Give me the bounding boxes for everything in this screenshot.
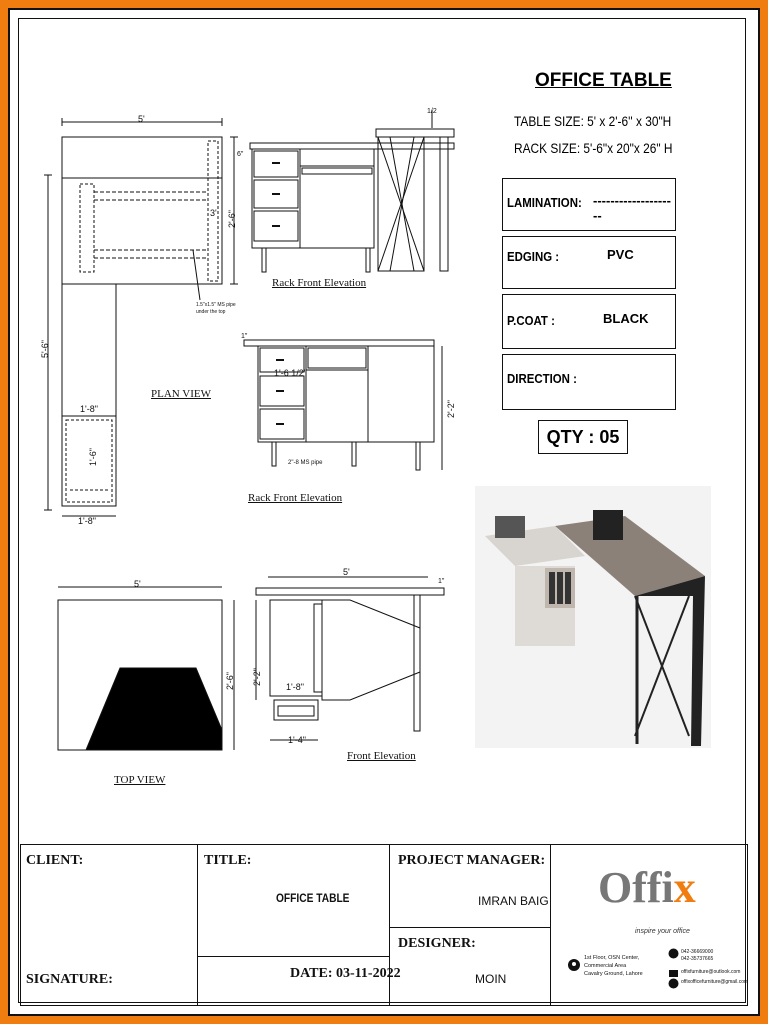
pipe-note-2: under the top [196,309,226,315]
pm-value: IMRAN BAIG [478,894,549,908]
dim-front-drawer: 1'-8" [286,682,304,692]
edging-value: PVC [607,247,634,262]
address-line-2: Commercial Area [584,963,627,969]
phone-2: 042-35737665 [681,956,714,962]
designer-value: MOIN [475,972,507,986]
dim-rack2-pipe: 2"-8 MS pipe [288,460,323,466]
dim-rack1-drawer: 6" [237,151,244,158]
dim-rack2-height: 2'-2" [446,400,456,418]
dim-top-depth: 2'-6" [225,672,235,690]
lamination-label: LAMINATION: [507,195,582,210]
quantity-box: QTY : 05 [538,420,628,454]
web-icon [668,978,679,989]
plan-view-drawing [44,118,238,516]
email-1: offixfurniture@outlook.com [681,969,741,975]
address-line-3: Cavalry Ground, Lahore [584,971,643,977]
rack-front-elevation-1-label: Rack Front Elevation [272,277,367,289]
rack-size: RACK SIZE: 5'-6"x 20"x 26" H [514,140,673,156]
client-label: CLIENT: [26,853,84,868]
lamination-value: -------------------- [593,193,671,223]
rack-front-elevation-2-label: Rack Front Elevation [248,492,343,504]
plan-view-label: PLAN VIEW [151,388,211,400]
dim-front-width: 5' [343,567,350,577]
dim-top-width: 5' [134,579,141,589]
dim-front-height: 2'-2" [252,668,262,686]
top-view-drawing [58,587,234,750]
direction-box [502,354,676,410]
location-icon [567,958,581,972]
top-view-label: TOP VIEW [114,774,166,786]
designer-label: DESIGNER: [398,936,476,951]
pcoat-box [502,294,676,349]
dim-rack1-top: 1/2 [427,108,437,115]
pm-label: PROJECT MANAGER: [398,853,546,868]
logo-accent: x [673,863,696,912]
dim-rack2-top: 1" [241,333,248,340]
company-tagline: inspire your office [635,928,690,935]
dim-plan-bottom: 1'-8" [78,516,96,526]
signature-label: SIGNATURE: [26,972,113,987]
phone-1: 042-36669000 [681,949,714,955]
phone-icon [668,948,679,959]
address-line-1: 1st Floor, OSN Center, [584,955,640,961]
dim-plan-inner: 3' [210,208,217,218]
dim-plan-depth: 2'-6" [227,210,237,228]
dim-front-top: 1" [438,578,445,585]
title-label: TITLE: [204,853,252,868]
table-size: TABLE SIZE: 5' x 2'-6'' x 30"H [514,113,672,129]
direction-label: DIRECTION : [507,371,577,386]
spec-title: OFFICE TABLE [535,70,672,91]
rack-front-elevation-1-drawing [250,110,454,272]
dim-plan-length: 5'-6" [40,340,50,358]
pcoat-value: BLACK [603,311,649,326]
dim-front-base: 1'-4" [288,735,306,745]
email-2: offixofficefurniture@gmail.com [681,979,749,985]
company-logo [598,862,696,913]
company-address [584,954,643,978]
edging-label: EDGING : [507,249,560,264]
edging-box [502,236,676,289]
dim-rack2-drawer: 1'-6 1/2" [274,368,307,378]
title-value: OFFICE TABLE [276,891,350,905]
dim-plan-leg-height: 1'-6" [88,448,98,466]
date-text: DATE: 03-11-2022 [290,966,401,981]
pipe-note-1: 1.5"x1.5" MS pipe [196,302,236,308]
lamination-box [502,178,676,231]
product-render [475,486,711,748]
front-elevation-drawing [256,577,444,740]
logo-main: Offi [598,863,674,912]
rack-front-elevation-2-drawing [244,340,442,470]
front-elevation-label: Front Elevation [347,750,416,762]
dim-plan-width: 5' [138,114,145,124]
pcoat-label: P.COAT : [507,313,555,328]
dim-plan-leg: 1'-8" [80,404,98,414]
